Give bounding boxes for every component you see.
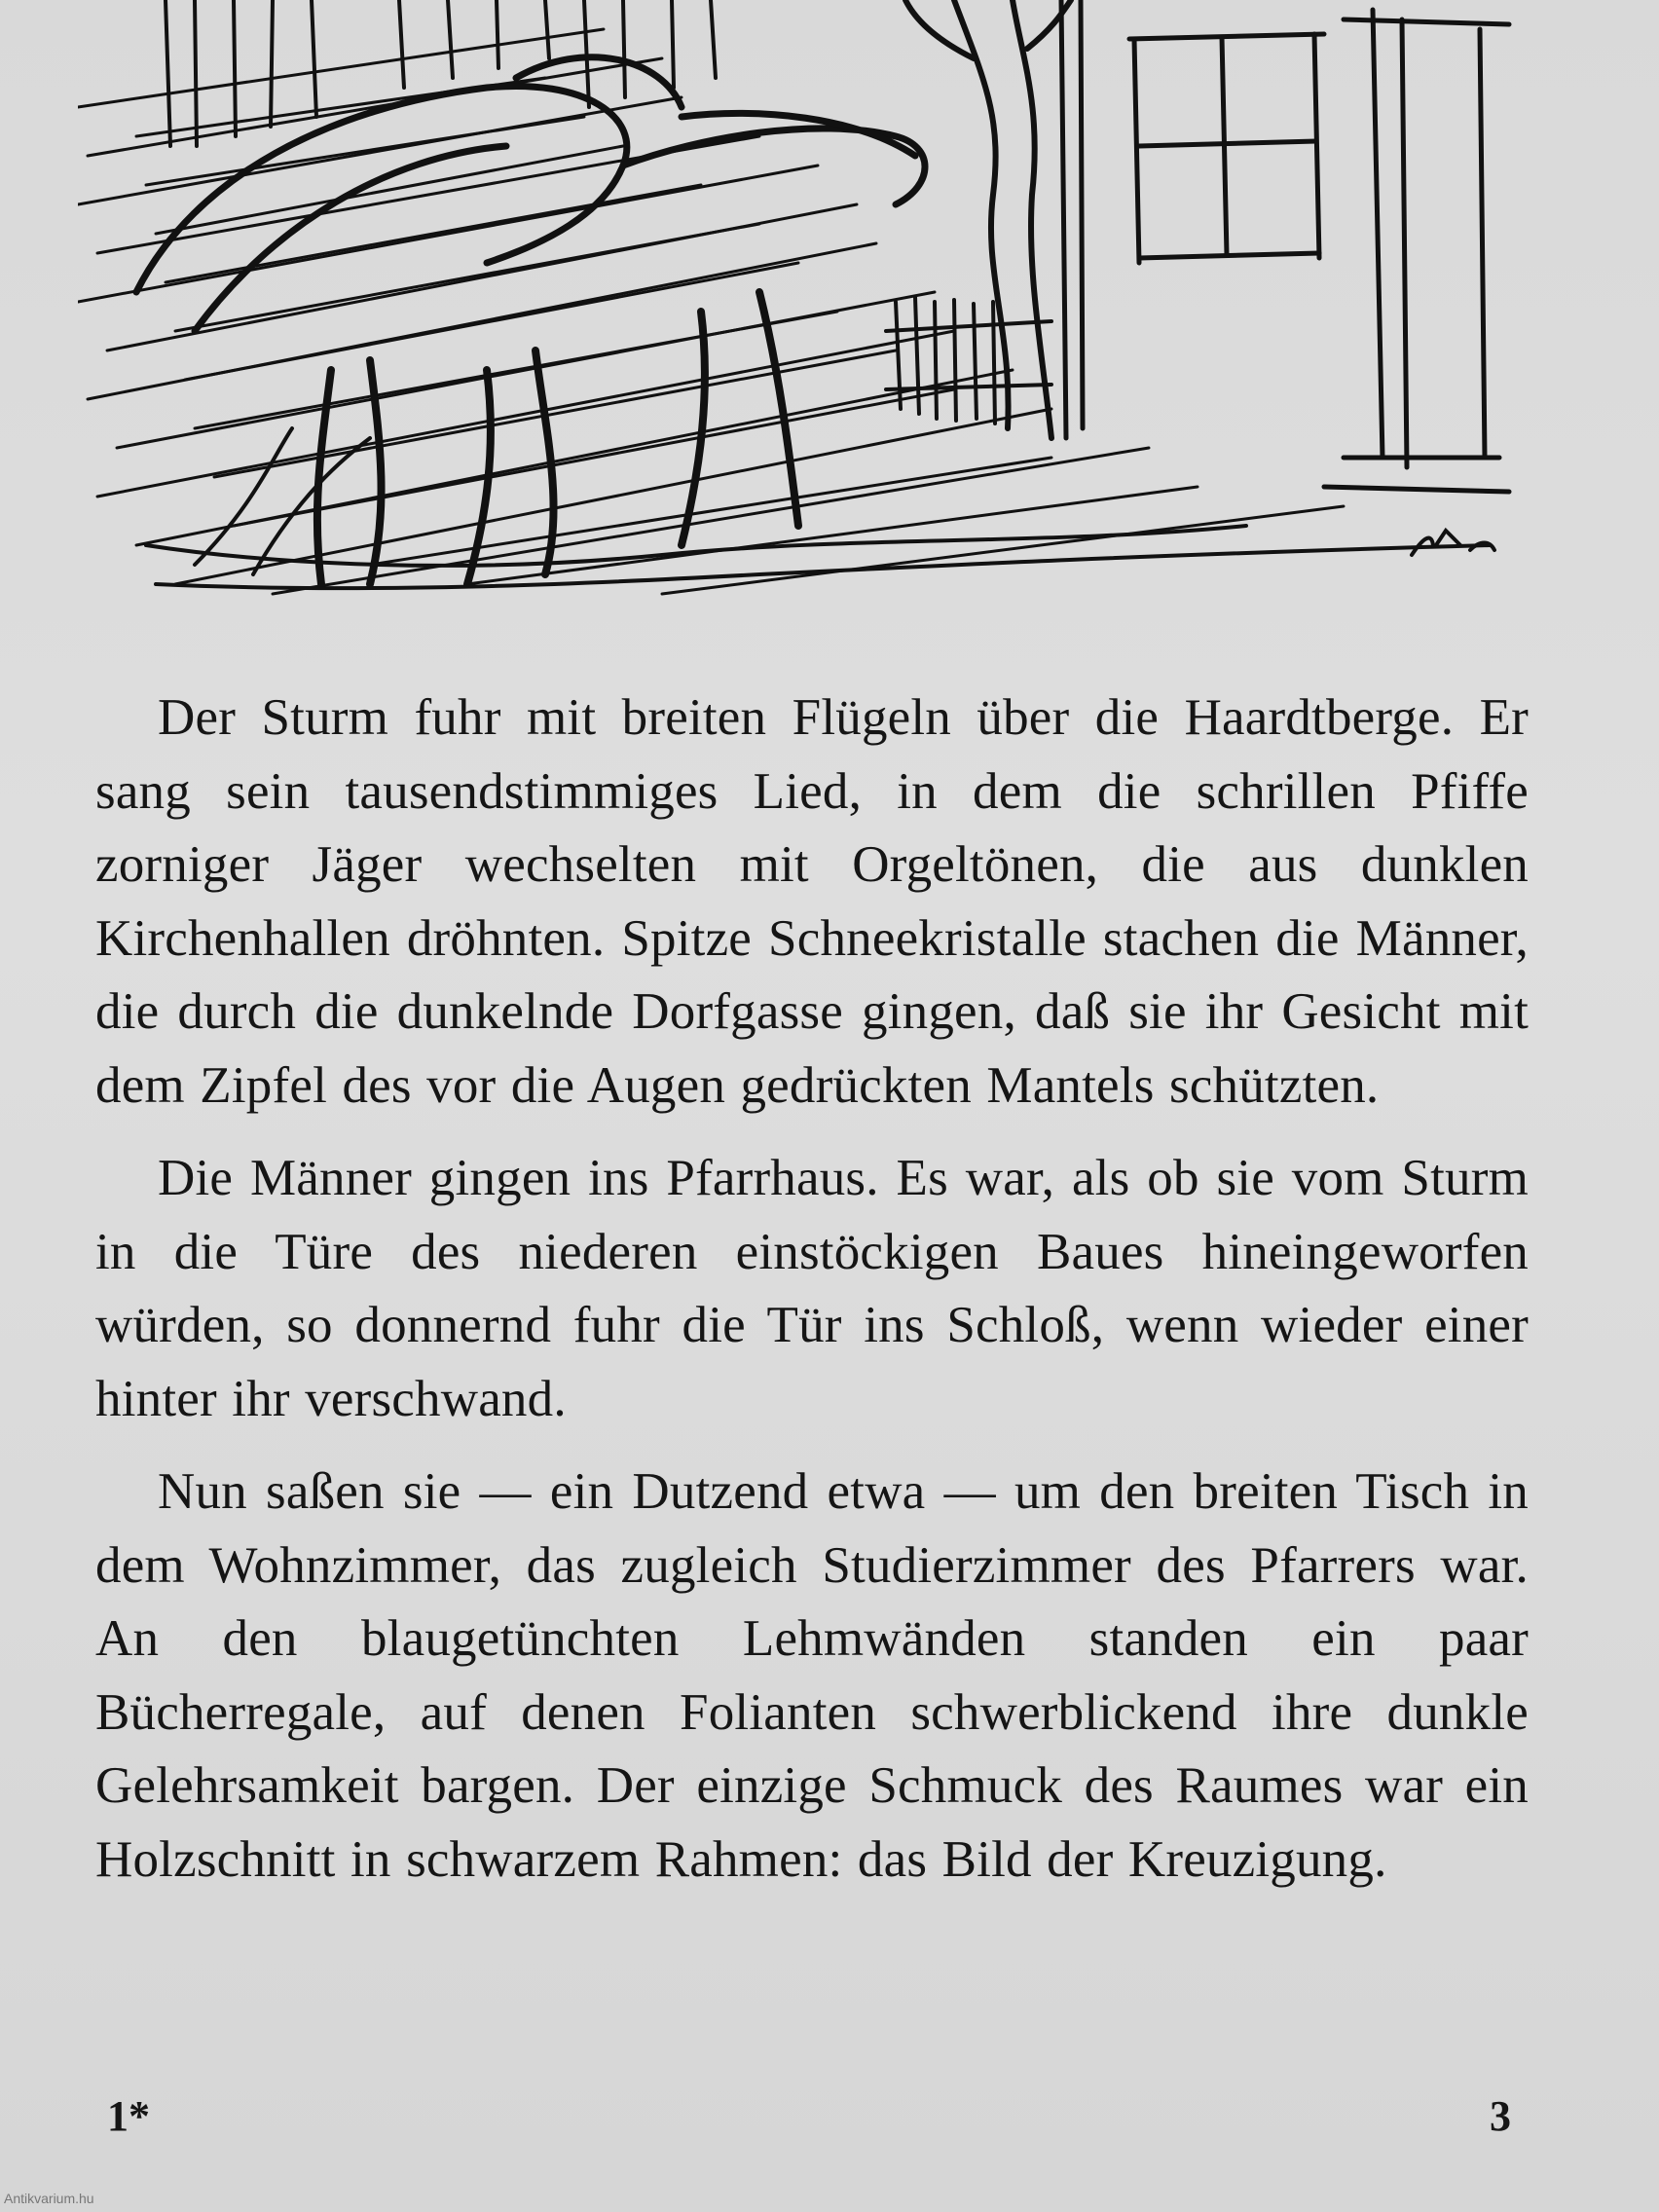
page-number: 3 xyxy=(1490,2092,1511,2140)
watermark-text: Antikvarium.hu xyxy=(4,2191,94,2206)
signature-mark: 1* xyxy=(107,2092,150,2140)
paragraph-1: Der Sturm fuhr mit breiten Flügeln über die Haardtberge. Er sang sein tausendstimmiges Lied, in dem die schrillen Pfiffe zorniger Jäger wechselten mit Orgeltönen, die aus dunklen Kirchenhallen dröhnten. Spitze Schneekristalle stachen die Männer, die durch die dunkelnde Dorfgasse gingen, daß sie ihr Gesicht mit dem Zipfel des vor die Augen gedrückten Mantels schützten. xyxy=(95,689,1529,1114)
ink-illustration-storm-street xyxy=(78,0,1538,613)
paragraph-3: Nun saßen sie — ein Dutzend etwa — um den breiten Tisch in dem Wohnzimmer, das zugleich Studierzimmer des Pfarrers war. An den blaugetünchten Lehmwänden standen ein paar Bücherregale, auf denen Folianten schwerblickend ihre dunkle Gelehrsamkeit bargen. Der einzige Schmuck des Raumes war ein Holzschnitt in schwarzem Rahmen: das Bild der Kreuzigung. xyxy=(95,1463,1529,1888)
paragraph-2: Die Männer gingen ins Pfarrhaus. Es war, als ob sie vom Sturm in die Türe des niederen einstöckigen Baues hineingeworfen würden, so donnernd fuhr die Tür ins Schloß, wenn wieder einer hinter ihr verschwand. xyxy=(95,1150,1529,1427)
body-text xyxy=(95,682,1529,1916)
